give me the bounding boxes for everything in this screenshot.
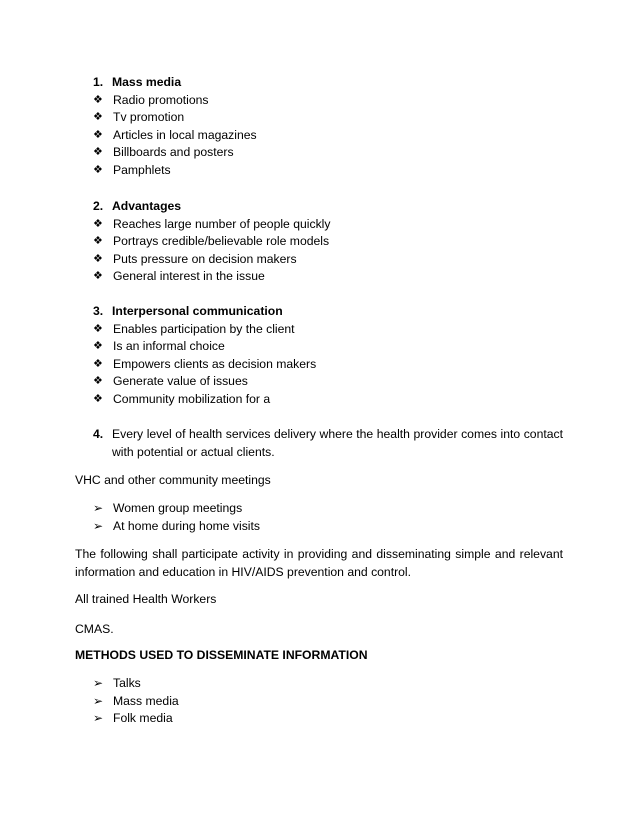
list-item: ❖ Radio promotions — [93, 92, 573, 110]
diamond-bullet-icon: ❖ — [93, 357, 103, 370]
list-item: ❖ Community mobilization for a — [93, 391, 573, 409]
diamond-bullet-icon: ❖ — [93, 322, 103, 335]
section-text: Every level of health services delivery where the health provider comes into contact with potential or actual clients. — [112, 427, 563, 459]
cmas-line: CMAS. — [75, 622, 114, 636]
list-item: ➢ Folk media — [93, 710, 563, 728]
diamond-bullet-icon: ❖ — [93, 252, 103, 265]
arrow-bullet-icon: ➢ — [93, 501, 104, 515]
diamond-bullet-icon: ❖ — [93, 93, 103, 106]
methods-heading: METHODS USED TO DISSEMINATE INFORMATION — [75, 648, 368, 662]
arrow-bullet-icon: ➢ — [93, 518, 104, 533]
list-item: ❖ Empowers clients as decision makers — [93, 356, 573, 374]
arrow-bullet-icon: ➢ — [93, 711, 104, 726]
section-service-delivery — [93, 426, 563, 461]
section-title: Interpersonal communication — [112, 304, 283, 318]
section-mass-media — [93, 74, 573, 180]
section-advantages — [93, 198, 573, 286]
list-item: ❖ Puts pressure on decision makers — [93, 251, 573, 269]
diamond-bullet-icon: ❖ — [93, 217, 103, 230]
section-number: 3. — [93, 304, 104, 318]
list-item: ❖ Portrays credible/believable role models — [93, 233, 573, 251]
arrow-bullet-icon: ➢ — [93, 693, 104, 708]
list-item: ❖ Reaches large number of people quickly — [93, 216, 573, 234]
list-item: ➢ Mass media — [93, 693, 563, 711]
diamond-bullet-icon: ❖ — [93, 375, 103, 388]
list-item: ❖ Articles in local magazines — [93, 127, 573, 145]
section-title: Advantages — [112, 199, 182, 213]
section-number: 1. — [93, 75, 104, 89]
list-item: ➢ Talks — [93, 675, 563, 693]
list-item: ❖ Tv promotion — [93, 109, 573, 127]
participation-paragraph: The following shall participate activity in providing and disseminating simple and relevant information and education in HIV/AIDS prevention and control. — [75, 547, 563, 579]
diamond-bullet-icon: ❖ — [93, 392, 103, 405]
diamond-bullet-icon: ❖ — [93, 235, 103, 248]
section-number: 4. — [93, 427, 104, 441]
section-heading — [93, 74, 573, 92]
list-item: ❖ Generate value of issues — [93, 373, 573, 391]
section-heading — [93, 198, 573, 216]
diamond-bullet-icon: ❖ — [93, 146, 103, 159]
section-number: 2. — [93, 199, 104, 213]
arrow-bullet-icon: ➢ — [93, 676, 104, 690]
section-heading — [93, 303, 573, 321]
list-item: ➢ Women group meetings — [93, 500, 563, 518]
diamond-bullet-icon: ❖ — [93, 270, 103, 283]
list-item: ❖ General interest in the issue — [93, 268, 573, 286]
list-item: ❖ Billboards and posters — [93, 144, 573, 162]
list-item: ❖ Pamphlets — [93, 162, 573, 180]
methods-list — [93, 675, 563, 728]
list-item: ❖ Enables participation by the client — [93, 321, 573, 339]
diamond-bullet-icon: ❖ — [93, 163, 103, 176]
section-interpersonal-communication — [93, 303, 573, 409]
meeting-list — [93, 500, 563, 535]
trained-workers-line: All trained Health Workers — [75, 592, 217, 606]
section-title: Mass media — [112, 75, 182, 89]
diamond-bullet-icon: ❖ — [93, 111, 103, 124]
diamond-bullet-icon: ❖ — [93, 128, 103, 141]
diamond-bullet-icon: ❖ — [93, 340, 103, 353]
list-item: ❖ Is an informal choice — [93, 338, 573, 356]
vhc-line: VHC and other community meetings — [75, 473, 271, 487]
list-item: ➢ At home during home visits — [93, 518, 563, 536]
